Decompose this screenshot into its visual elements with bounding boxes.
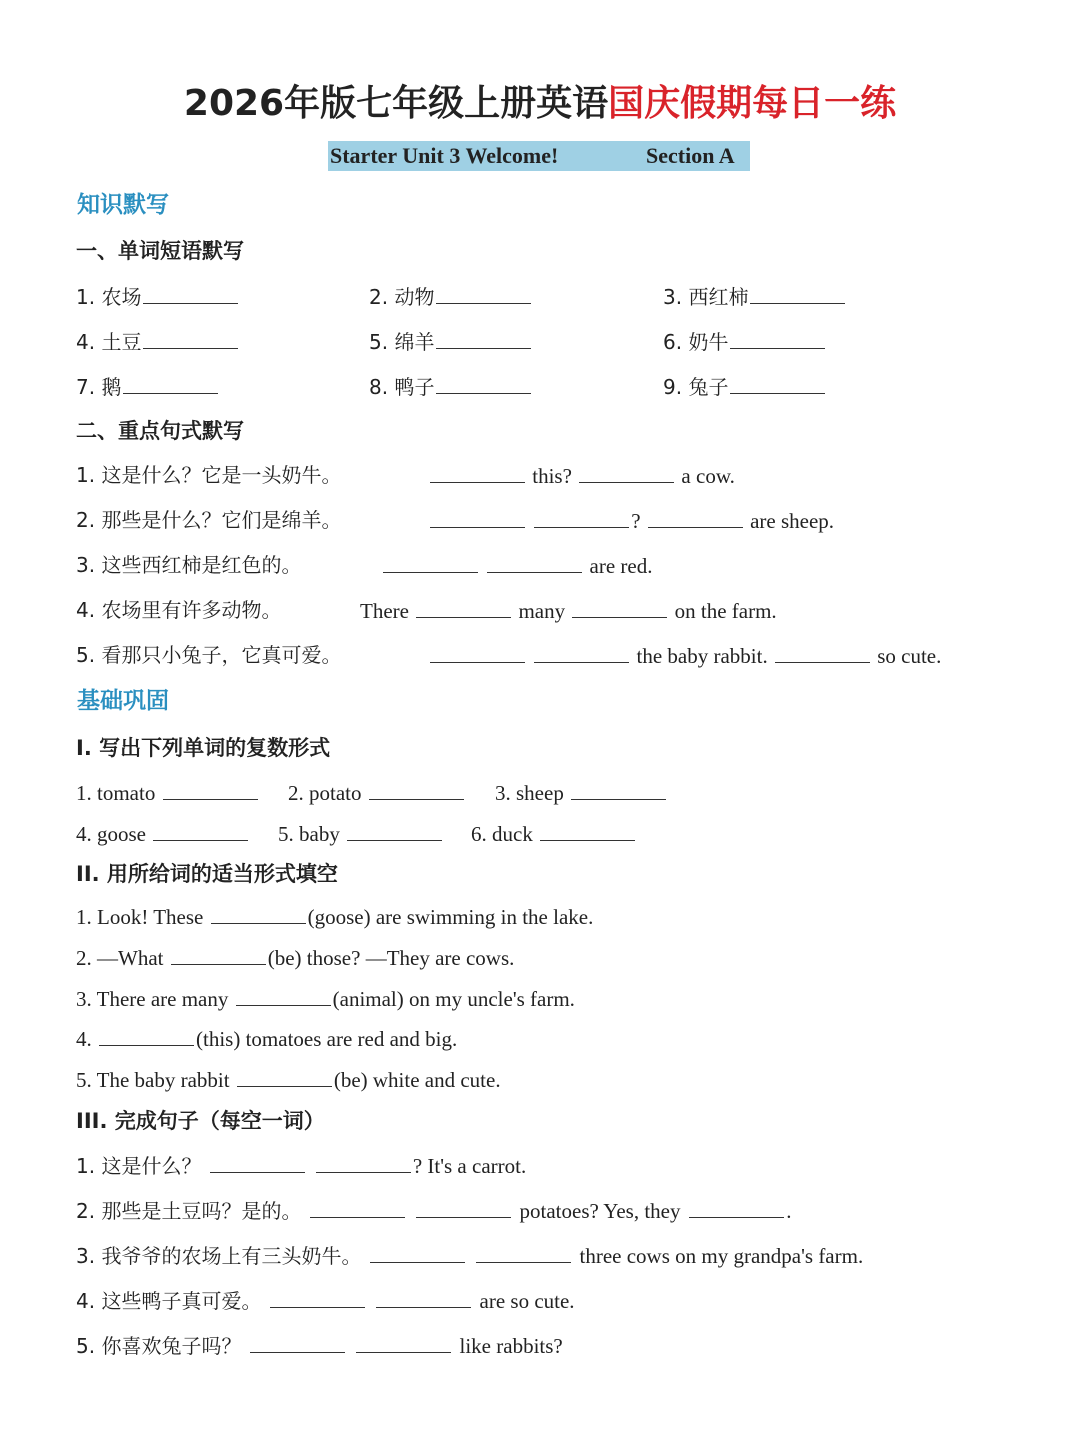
answer-blank[interactable] — [123, 372, 218, 394]
text-fragment: 1. 这是什么？ — [76, 1154, 202, 1178]
answer-blank[interactable] — [236, 984, 331, 1006]
text-fragment: 4. — [76, 1027, 92, 1051]
text-fragment: 7. 鹅 — [76, 375, 122, 399]
sentence-answer — [428, 641, 941, 670]
text-fragment: 2. potato — [288, 781, 362, 805]
text-fragment: the baby rabbit. — [636, 644, 768, 668]
answer-blank[interactable] — [143, 282, 238, 304]
answer-blank[interactable] — [689, 1196, 784, 1218]
plural-item — [278, 819, 444, 848]
text-fragment: are so cute. — [479, 1289, 575, 1313]
answer-blank[interactable] — [310, 1196, 405, 1218]
complete-item — [76, 1151, 526, 1180]
plural-item — [76, 778, 260, 807]
answer-blank[interactable] — [347, 819, 442, 841]
title-main: 2026年版七年级上册英语 — [183, 83, 609, 124]
complete-item — [76, 1241, 863, 1270]
text-fragment: (goose) are swimming in the lake. — [307, 905, 594, 929]
answer-blank[interactable] — [171, 943, 266, 965]
text-fragment: . — [786, 1199, 792, 1223]
sentence-prompt: 3. 这些西红柿是红色的。 — [76, 553, 302, 577]
answer-blank[interactable] — [99, 1024, 194, 1046]
answer-blank[interactable] — [750, 282, 845, 304]
text-fragment: 8. 鸭子 — [369, 375, 435, 399]
text-fragment: 4. goose — [76, 822, 146, 846]
answer-blank[interactable] — [356, 1331, 451, 1353]
text-fragment: (animal) on my uncle's farm. — [332, 987, 575, 1011]
answer-blank[interactable] — [210, 1151, 305, 1173]
answer-blank[interactable] — [730, 372, 825, 394]
section-knowledge: 知识默写 — [77, 192, 169, 218]
vocab-item — [369, 327, 533, 356]
text-fragment: 5. 你喜欢兔子吗？ — [76, 1334, 242, 1358]
text-fragment: 3. sheep — [495, 781, 564, 805]
text-fragment: 2. 那些是土豆吗？是的。 — [76, 1199, 302, 1223]
text-fragment: three cows on my grandpa's farm. — [579, 1244, 864, 1268]
text-fragment: 2. 动物 — [369, 285, 435, 309]
sentence-answer — [428, 506, 834, 535]
answer-blank[interactable] — [250, 1331, 345, 1353]
answer-blank[interactable] — [534, 641, 629, 663]
answer-blank[interactable] — [579, 461, 674, 483]
sentence-prompt: 4. 农场里有许多动物。 — [76, 598, 282, 622]
answer-blank[interactable] — [370, 1241, 465, 1263]
answer-blank[interactable] — [376, 1286, 471, 1308]
complete-item — [76, 1286, 575, 1315]
complete-item — [76, 1331, 563, 1360]
text-fragment: 2. —What — [76, 946, 164, 970]
text-fragment: 5. 绵羊 — [369, 330, 435, 354]
text-fragment: 3. 我爷爷的农场上有三头奶牛。 — [76, 1244, 362, 1268]
text-fragment: 4. 土豆 — [76, 330, 142, 354]
answer-blank[interactable] — [416, 596, 511, 618]
answer-blank[interactable] — [487, 551, 582, 573]
vocab-item — [663, 372, 827, 401]
fill-item — [76, 984, 575, 1013]
answer-blank[interactable] — [571, 778, 666, 800]
text-fragment: (this) tomatoes are red and big. — [196, 1027, 458, 1051]
text-fragment: many — [518, 599, 566, 623]
answer-blank[interactable] — [436, 372, 531, 394]
text-fragment: 4. 这些鸭子真可爱。 — [76, 1289, 262, 1313]
sentence-prompt: 5. 看那只小兔子，它真可爱。 — [76, 643, 342, 667]
vocab-item — [76, 282, 240, 311]
part2-heading: 二、重点句式默写 — [76, 419, 244, 443]
unit-banner — [328, 141, 750, 171]
answer-blank[interactable] — [163, 778, 258, 800]
section-name: Section A — [646, 143, 735, 168]
answer-blank[interactable] — [237, 1065, 332, 1087]
text-fragment: (be) white and cute. — [333, 1068, 501, 1092]
text-fragment: ? It's a carrot. — [412, 1154, 527, 1178]
answer-blank[interactable] — [430, 461, 525, 483]
plural-item — [288, 778, 466, 807]
answer-blank[interactable] — [775, 641, 870, 663]
complete-item — [76, 1196, 791, 1225]
text-fragment: 5. The baby rabbit — [76, 1068, 230, 1092]
answer-blank[interactable] — [270, 1286, 365, 1308]
answer-blank[interactable] — [648, 506, 743, 528]
answer-blank[interactable] — [211, 902, 306, 924]
text-fragment: on the farm. — [674, 599, 777, 623]
text-fragment: 1. tomato — [76, 781, 156, 805]
part1-heading: 一、单词短语默写 — [76, 239, 244, 263]
answer-blank[interactable] — [534, 506, 629, 528]
text-fragment: There — [360, 599, 409, 623]
text-fragment: are sheep. — [750, 509, 835, 533]
text-fragment: this? — [532, 464, 572, 488]
text-fragment: 3. There are many — [76, 987, 229, 1011]
text-fragment: so cute. — [877, 644, 942, 668]
text-fragment: (be) those? —They are cows. — [267, 946, 515, 970]
fill-item — [76, 1065, 501, 1094]
sentence-prompt: 1. 这是什么？它是一头奶牛。 — [76, 463, 342, 487]
answer-blank[interactable] — [316, 1151, 411, 1173]
answer-blank[interactable] — [476, 1241, 571, 1263]
text-fragment: like rabbits? — [459, 1334, 563, 1358]
text-fragment: 1. Look! These — [76, 905, 204, 929]
section-basic: 基础巩固 — [77, 688, 169, 714]
title-highlight: 国庆假期每日一练 — [608, 83, 897, 124]
vocab-item — [369, 282, 533, 311]
answer-blank[interactable] — [436, 327, 531, 349]
ex3-heading: III. 完成句子（每空一词） — [76, 1109, 325, 1133]
sentence-answer — [360, 596, 777, 625]
vocab-item — [76, 372, 220, 401]
plural-item — [471, 819, 637, 848]
plural-item — [76, 819, 250, 848]
vocab-item — [663, 282, 847, 311]
answer-blank[interactable] — [153, 819, 248, 841]
text-fragment: 3. 西红柿 — [663, 285, 749, 309]
text-fragment: 1. 农场 — [76, 285, 142, 309]
fill-item — [76, 943, 514, 972]
answer-blank[interactable] — [369, 778, 464, 800]
answer-blank[interactable] — [730, 327, 825, 349]
sentence-prompt: 2. 那些是什么？它们是绵羊。 — [76, 508, 342, 532]
text-fragment: 6. duck — [471, 822, 533, 846]
page-title — [0, 78, 1080, 130]
vocab-item — [369, 372, 533, 401]
text-fragment: ? — [631, 509, 641, 533]
answer-blank[interactable] — [143, 327, 238, 349]
unit-name: Starter Unit 3 Welcome! — [330, 143, 559, 168]
answer-blank[interactable] — [430, 641, 525, 663]
text-fragment: 9. 兔子 — [663, 375, 729, 399]
answer-blank[interactable] — [430, 506, 525, 528]
text-fragment: 5. baby — [278, 822, 340, 846]
text-fragment: 6. 奶牛 — [663, 330, 729, 354]
text-fragment: are red. — [589, 554, 653, 578]
vocab-item — [76, 327, 240, 356]
answer-blank[interactable] — [383, 551, 478, 573]
ex1-heading: I. 写出下列单词的复数形式 — [76, 736, 331, 760]
answer-blank[interactable] — [572, 596, 667, 618]
sentence-answer — [428, 461, 735, 490]
plural-item — [495, 778, 668, 807]
ex2-heading: II. 用所给词的适当形式填空 — [76, 862, 338, 886]
fill-item — [76, 1024, 457, 1053]
vocab-item — [663, 327, 827, 356]
answer-blank[interactable] — [416, 1196, 511, 1218]
sentence-answer — [381, 551, 652, 580]
answer-blank[interactable] — [436, 282, 531, 304]
text-fragment: potatoes? Yes, they — [519, 1199, 681, 1223]
answer-blank[interactable] — [540, 819, 635, 841]
fill-item — [76, 902, 593, 931]
text-fragment: a cow. — [681, 464, 735, 488]
